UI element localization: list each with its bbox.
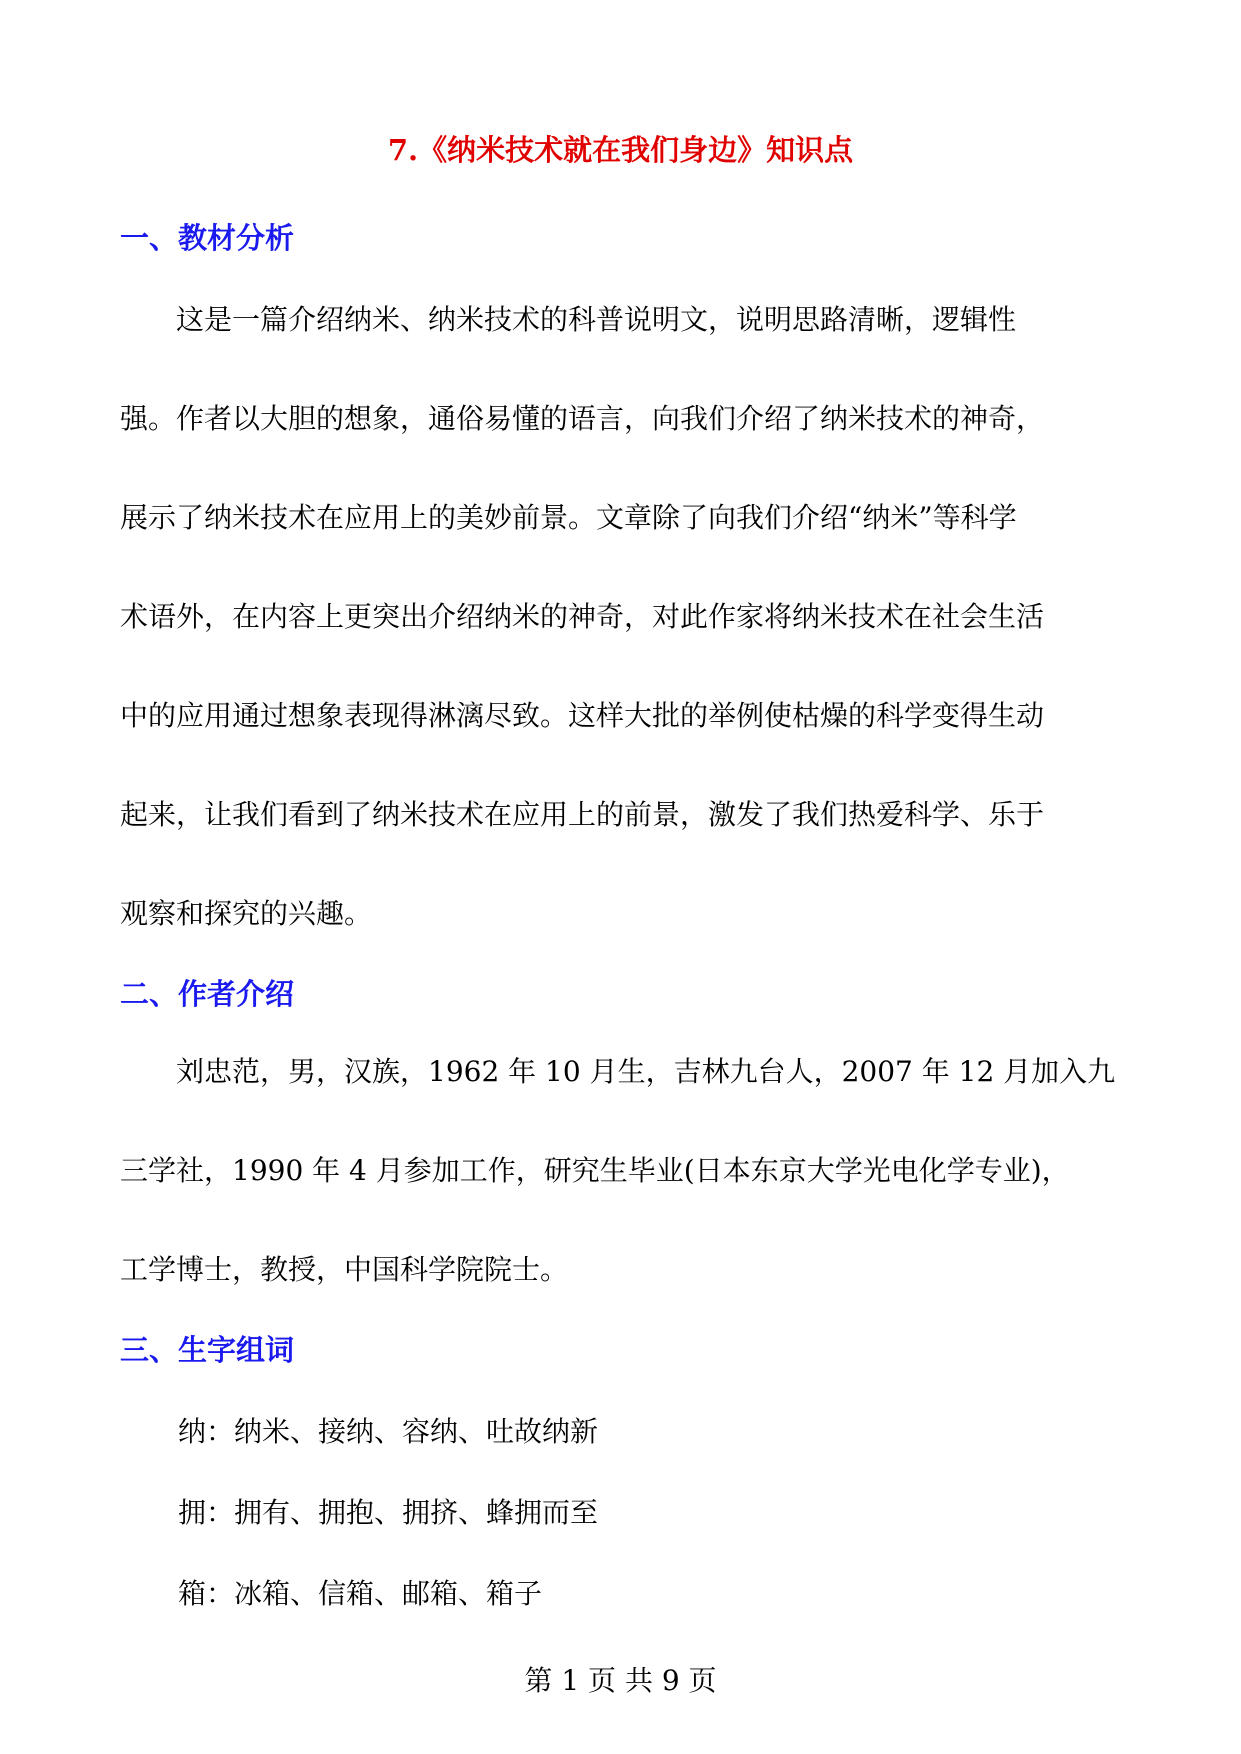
section-heading-analysis: 一、教材分析 bbox=[120, 221, 295, 255]
paragraph-line: 工学博士，教授，中国科学院院士。 bbox=[120, 1253, 569, 1286]
paragraph-line: 起来，让我们看到了纳米技术在应用上的前景，激发了我们热爱科学、乐于 bbox=[120, 798, 1045, 831]
paragraph-line: 中的应用通过想象表现得淋漓尽致。这样大批的举例使枯燥的科学变得生动 bbox=[120, 699, 1045, 732]
paragraph-line: 三学社，1990 年 4 月参加工作，研究生毕业(日本东京大学光电化学专业)， bbox=[120, 1154, 1070, 1187]
section-body-analysis bbox=[120, 300, 1124, 993]
document-title: 7.《纳米技术就在我们身边》知识点 bbox=[387, 133, 854, 167]
section-heading-vocabulary: 三、生字组词 bbox=[120, 1333, 295, 1367]
paragraph-line: 展示了纳米技术在应用上的美妙前景。文章除了向我们介绍“纳米”等科学 bbox=[120, 501, 1017, 534]
paragraph-line: 术语外，在内容上更突出介绍纳米的神奇，对此作家将纳米技术在社会生活 bbox=[120, 600, 1045, 633]
paragraph-line: 刘忠范，男，汉族，1962 年 10 月生，吉林九台人，2007 年 12 月加入九 bbox=[120, 1055, 1116, 1088]
paragraph-line: 强。作者以大胆的想象，通俗易懂的语言，向我们介绍了纳米技术的神奇， bbox=[120, 402, 1045, 435]
vocab-item: 纳：纳米、接纳、容纳、吐故纳新 bbox=[178, 1415, 599, 1448]
paragraph-line: 这是一篇介绍纳米、纳米技术的科普说明文，说明思路清晰，逻辑性 bbox=[120, 303, 1017, 336]
page-footer: 第 1 页 共 9 页 bbox=[524, 1664, 717, 1697]
vocab-item: 箱：冰箱、信箱、邮箱、箱子 bbox=[178, 1577, 543, 1610]
section-body-author bbox=[120, 1052, 1124, 1349]
section-heading-author: 二、作者介绍 bbox=[120, 977, 295, 1011]
vocab-item: 拥：拥有、拥抱、拥挤、蜂拥而至 bbox=[178, 1496, 599, 1529]
paragraph-line: 观察和探究的兴趣。 bbox=[120, 897, 373, 930]
